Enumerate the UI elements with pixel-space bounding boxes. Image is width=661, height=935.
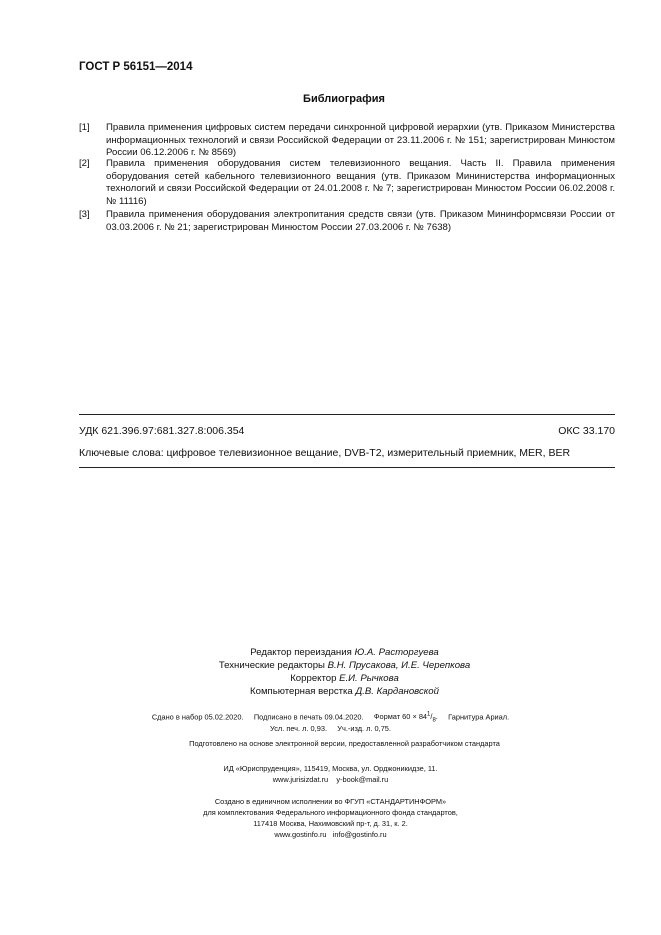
editor-label: Редактор переиздания (250, 647, 352, 658)
created-line-2: для комплектования Федерального информационного фонда стандартов, (203, 808, 458, 817)
oks-code: ОКС 33.170 (558, 425, 615, 437)
divider-top (79, 414, 615, 415)
publisher-line: ИД «Юриспруденция», 115419, Москва, ул. Орджоникидзе, 11. (223, 764, 438, 773)
tech-editors-label: Технические редакторы (218, 660, 325, 671)
credits (0, 646, 661, 698)
publisher-email: y-book@mail.ru (336, 775, 389, 784)
tech-editors-line (28, 659, 661, 672)
created-contacts (0, 830, 661, 841)
corrector-label: Корректор (290, 673, 337, 684)
prepared-note: Подготовлено на основе электронной версии, предоставленной разработчиком стандарта (189, 739, 500, 748)
keywords: Ключевые слова: цифровое телевизионное вещание, DVB-T2, измерительный приемник, MER, BER (79, 447, 571, 459)
ref-text: Правила применения оборудования электропитания средств связи (утв. Приказом Мининформсвязи России от 03.03.2006 г. № 21; зарегистрирован Минюстом России 27.03.2006 г. № 7638) (106, 209, 615, 233)
created-line-1: Создано в единичном исполнении во ФГУП «СТАНДАРТИНФОРМ» (214, 797, 447, 806)
format-numerator: 1 (427, 712, 431, 718)
publisher-site: www.jurisizdat.ru (272, 775, 329, 784)
corrector-name: Е.И. Рычкова (339, 673, 399, 684)
ref-number: [2] (79, 158, 90, 169)
bibliography-item (79, 209, 615, 234)
print-sheets: Усл. печ. л. 0,93. (270, 724, 327, 733)
format-prefix: Формат 60 × 84 (373, 712, 428, 722)
typeface: Гарнитура Ариал. (448, 712, 510, 722)
tech-editors-names: В.Н. Прусакова, И.Е. Черепкова (327, 660, 471, 671)
sign-date: Подписано в печать 09.04.2020. (253, 712, 364, 722)
layout-name: Д.В. Кардановской (355, 686, 439, 697)
ref-text: Правила применения оборудования систем телевизионного вещания. Часть II. Правила применения оборудования сетей кабельного телевизионного вещания (утв. Приказом Мининистерства информационных технологий и связи Российской Федерации от 24.01.2008 г. № 7; зарегистрирован Минюстом России 06.02.2008 г. № 11116) (106, 158, 615, 208)
bibliography-item (79, 122, 615, 160)
editor-line (28, 646, 661, 659)
bibliography-title: Библиография (303, 93, 385, 105)
ref-number: [3] (79, 209, 90, 220)
created-site: www.gostinfo.ru (274, 830, 327, 839)
divider-bottom (79, 467, 615, 468)
bibliography-item (79, 158, 615, 209)
imprint-line-2 (0, 724, 661, 735)
format: Формат $60 \times 84^1/_8$. (373, 712, 438, 724)
layout-label: Компьютерная верстка (250, 686, 353, 697)
format-denominator: 8 (432, 717, 436, 724)
corrector-line (28, 672, 661, 685)
set-date: Сдано в набор 05.02.2020. (151, 712, 244, 722)
layout-line (28, 685, 661, 698)
format-suffix: . (435, 712, 438, 722)
ref-text: Правила применения цифровых систем передачи синхронной цифровой иерархии (утв. Приказом Министерства информационных технологий и связи Российской Федерации от 23.11.2006 г. № 151; зарегистрирован Минюстом России 06.12.2006 г. № 8569) (106, 122, 615, 159)
created-email: info@gostinfo.ru (332, 830, 387, 839)
ref-number: [1] (79, 122, 90, 133)
udk-code: УДК 621.396.97:681.327.8:006.354 (79, 425, 245, 437)
publisher-sheets: Уч.-изд. л. 0,75. (337, 724, 391, 733)
created-line-3: 117418 Москва, Нахимовский пр-т, д. 31, к. 2. (253, 819, 408, 828)
publisher-contacts (0, 775, 661, 786)
editor-name: Ю.А. Расторгуева (354, 647, 439, 658)
standard-number: ГОСТ Р 56151—2014 (79, 61, 193, 73)
